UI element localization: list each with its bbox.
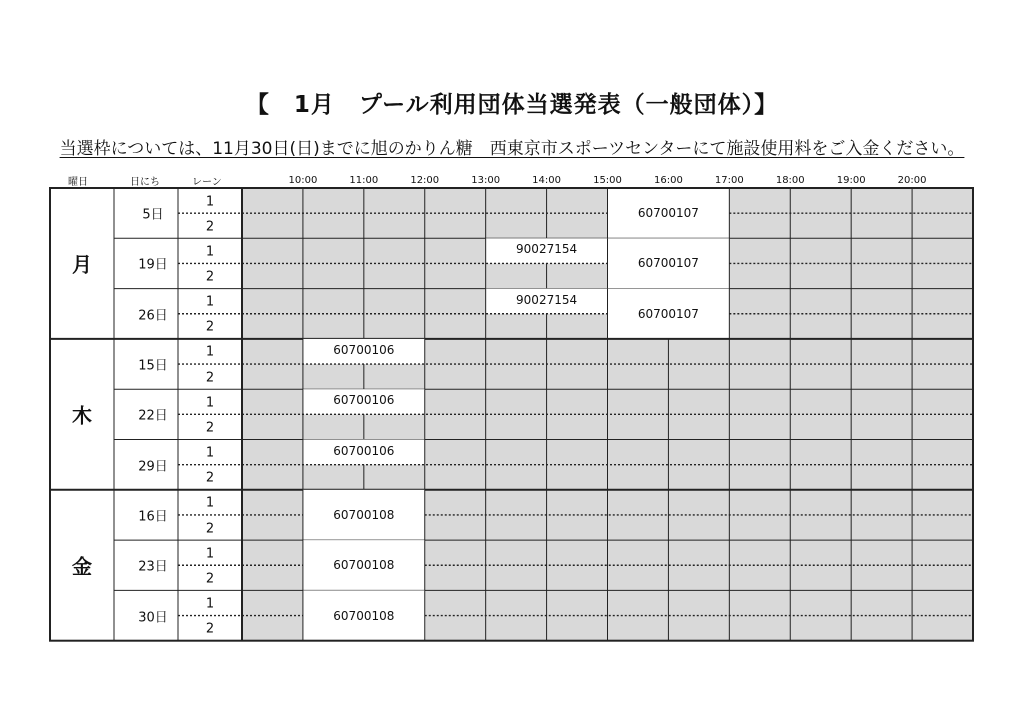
- time-label: 16:00: [653, 175, 683, 186]
- weekday-label: 月: [72, 252, 92, 277]
- date-column-header: 日にち: [130, 177, 160, 188]
- lane-label: 1: [205, 495, 215, 511]
- date-label: 5日: [142, 207, 164, 223]
- booking-id: 60700108: [333, 558, 395, 573]
- time-label: 11:00: [349, 175, 379, 186]
- lane-label: 2: [205, 420, 215, 436]
- lane-label: 1: [205, 596, 215, 612]
- booking-id: 60700108: [333, 608, 395, 623]
- lane-label: 2: [205, 621, 215, 637]
- time-label: 19:00: [836, 175, 866, 186]
- lane-label: 1: [205, 294, 215, 310]
- booking-id: 60700107: [637, 306, 699, 321]
- lane-label: 1: [205, 546, 215, 562]
- date-label: 15日: [138, 358, 168, 374]
- date-label: 26日: [138, 308, 168, 324]
- booking-id: 60700106: [333, 443, 395, 458]
- payment-notice: 当選枠については、11月30日(日)までに旭のかりん糖 西東京市スポーツセンターにて施設使用料をご入金ください。: [59, 139, 965, 159]
- lane-column-header: レーン: [192, 177, 222, 188]
- lane-label: 1: [205, 194, 215, 210]
- date-label: 22日: [138, 408, 168, 424]
- time-label: 12:00: [410, 175, 440, 186]
- weekday-column-header: 曜日: [68, 177, 88, 188]
- lane-label: 1: [205, 445, 215, 461]
- date-label: 23日: [138, 559, 168, 575]
- weekday-label: 木: [72, 403, 92, 428]
- date-label: 19日: [138, 257, 168, 273]
- lane-label: 2: [205, 370, 215, 386]
- booking-id: 60700108: [333, 507, 395, 522]
- lane-label: 2: [205, 269, 215, 285]
- lane-label: 2: [205, 219, 215, 235]
- date-label: 29日: [138, 459, 168, 475]
- time-label: 17:00: [714, 175, 744, 186]
- time-label: 20:00: [897, 175, 927, 186]
- time-label: 13:00: [471, 175, 501, 186]
- booking-id: 60700106: [333, 393, 395, 408]
- lane-label: 1: [205, 395, 215, 411]
- weekday-label: 金: [72, 554, 92, 579]
- page-title: 【 1月 プール利用団体当選発表（一般団体）】: [245, 92, 779, 118]
- lane-label: 2: [205, 571, 215, 587]
- date-label: 16日: [138, 509, 168, 525]
- time-label: 15:00: [593, 175, 622, 186]
- time-label: 18:00: [775, 175, 805, 186]
- lane-label: 2: [205, 521, 215, 537]
- booking-id: 60700107: [637, 206, 699, 221]
- lane-label: 2: [205, 470, 215, 486]
- booking-id: 60700107: [637, 256, 699, 271]
- lane-label: 1: [205, 344, 215, 360]
- booking-id: 90027154: [516, 292, 578, 307]
- booking-id: 90027154: [516, 242, 578, 257]
- lane-label: 1: [205, 244, 215, 260]
- booking-id: 60700106: [333, 342, 395, 357]
- date-label: 30日: [138, 610, 168, 626]
- lane-label: 2: [205, 319, 215, 335]
- time-label: 14:00: [532, 175, 561, 186]
- time-label: 10:00: [288, 175, 318, 186]
